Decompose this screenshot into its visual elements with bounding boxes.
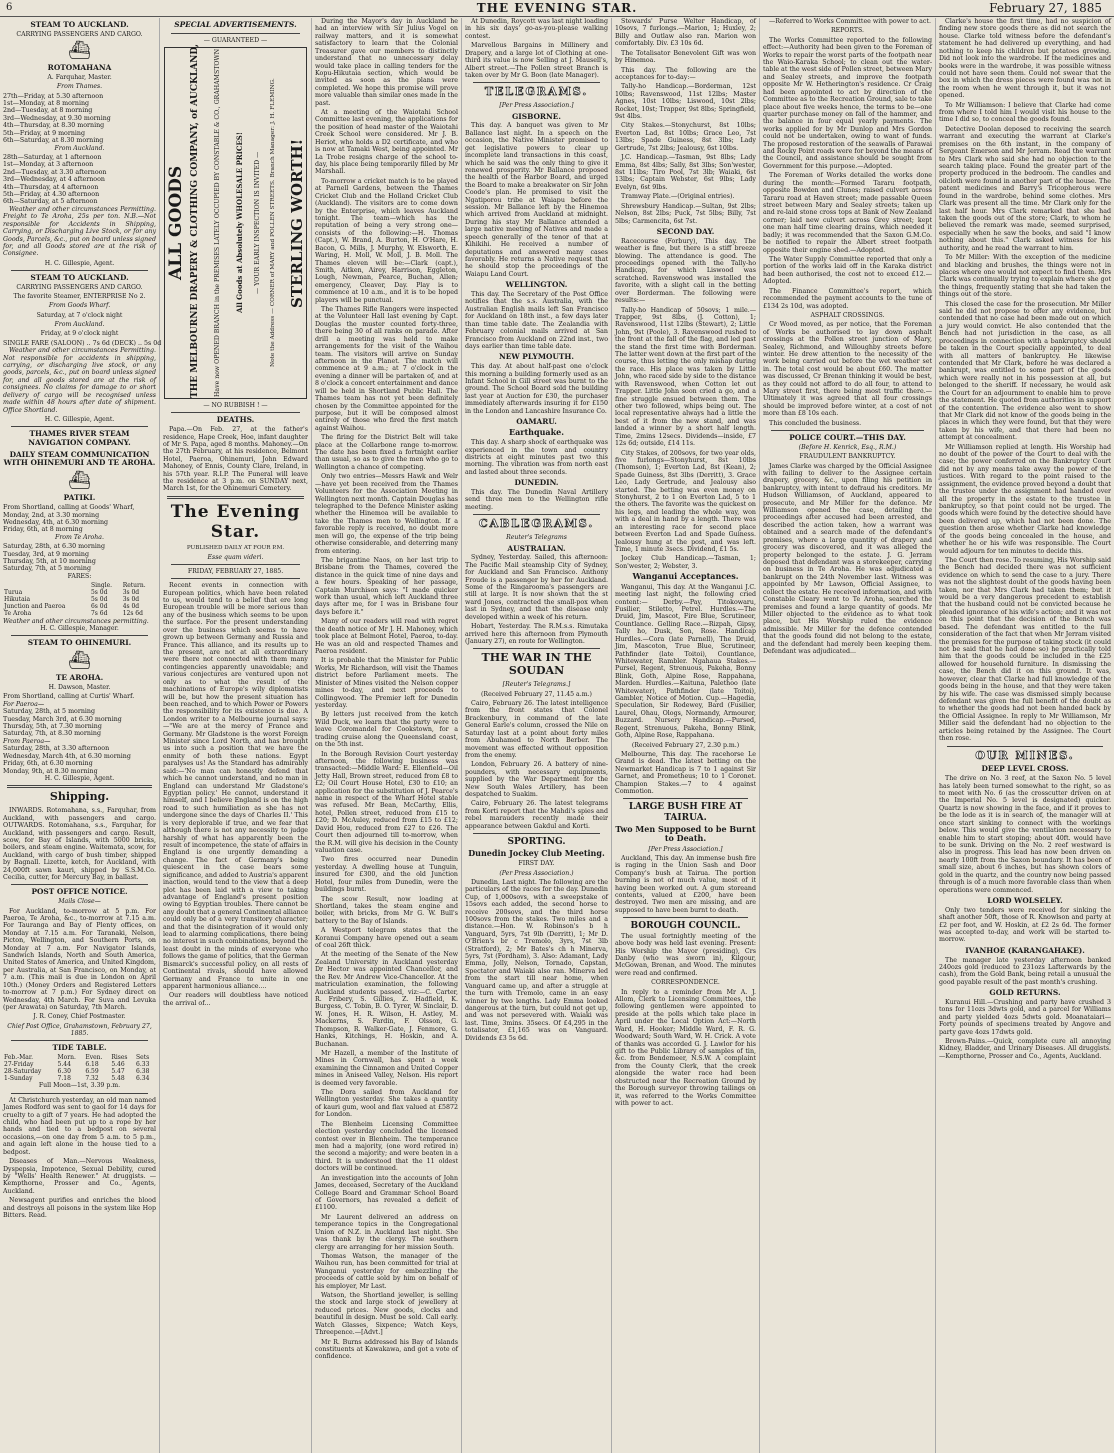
news-paragraph: Many of our readers will read with regret the death notice of Mr J. H. Mahoney, which took place at Belmont Hotel, Paeroa, to-day. He was an old and respected Thames and Paeroa resident.	[315, 618, 458, 656]
story-heading: Wanganui Acceptances.	[632, 571, 739, 582]
column-7	[936, 18, 1114, 1453]
column-5	[612, 18, 760, 1453]
divider	[623, 917, 748, 918]
table-cell: 4s 0d	[122, 603, 140, 611]
news-paragraph: To-morrow a cricket match is to be played at Parnell Gardens, between the Thames Cricket Club and the Holland Cricket Club (Auckland). The visitors are to come down by the Enterprise, which leaves Auckland tonight. The team—which has the reputation of being a very strong one—consists of the following:—H. Thomas (Capt.), W. Brand, A. Burton, H. O'Hare, H. Bacon, G. Mills, J. Murphy, W. Elsworth, E. Waring, H. Moll, W. Moll, J. B. Moll. The Thames eleven will be:—Clark (capt.), Smith, Aitken, Airey, Harrison, Eggleton, Lough, Newman, Pearce, Buchan, Allen; emergency, Cleaver, Day. Play is to commence at 10 a.m., and it is to be hoped players will be punctual.	[315, 177, 458, 304]
news-paragraph: Only two tenders were received for sinking the shaft another 50ft, those of R. Knowlson and party at £2 per foot, and W. Hoskin, at £2 2s 6d. The former was accepted to-day, and work will be started to-morrow.	[939, 906, 1111, 944]
ad-vertical-text: All Goods at Absolutely WHOLESALE PRICES!	[235, 132, 244, 314]
news-paragraph: The Thames Rifle Rangers were inspected at the Volunteer Hall last evening by Capt. Douglas the muster counted forty-three, there being 30 of all ranks on parade. After drill a meeting was held to make arrangements for the visit of the Waihou team. The visitors will arrive on Sunday afternoon in the Planet. The match will commence at 9 a.m.; at 7 o'clock in the evening a dinner will be partaken of, and at 8 o'clock a concert entertainment and dance will be held in Shortland Public Hall. The Thames team has not yet been definitely chosen by the Committee appointed for the purpose, but it will be composed almost entirely of those who fired the first match against Waihou.	[315, 306, 458, 432]
fares-table	[3, 582, 156, 617]
advert-text: Marvellous Bargains in Millinery and Drapery, and a large lot of Clothing at one-third its value is now Selling at J. Mausell's, Albert street.—The Pollen street Branch is taken over by Mr G. Boon (late Manager).	[465, 42, 608, 79]
table-cell: 3s 0d	[122, 589, 140, 597]
ad-signature: H. C. Gillespie, Manager.	[40, 624, 119, 632]
table-row	[3, 603, 156, 610]
news-paragraph: Sydney, Yesterday. Sailed, this afternoon: The Pacific Mail steamship City of Sydney, for Auckland and San Francisco. Anthony Froude is a passenger by her for Auckland. Some of the Ringarooma's passengers are still at large. It is now shown that the st ward Jones, contracted the small-pox when last in Sydney, and that the disease only developed within a week of his return.	[465, 554, 608, 621]
dateline-heading: GISBORNE.	[511, 111, 562, 121]
schedule-line: 3rd—Wednesday, at 4 afternoon	[3, 176, 105, 184]
news-paragraph: Wanganui, This day. At the Wanganui J.C. meeting last night, the following cried content:— Derby.—Pay, Titokowaru, Fusilier, Stiletto, Petrel. Hurdles.—The Druid, Jim, Mascot, Fire Blue, Scrutineer, Countlance. Gelling Race.—Rizpah, Gipsy, Tally ho, Dusk, Son, Rose. Handicap Hurdles.—Cora (late Parnell), The Druid, Jim, Mascoton, True Blue, Scrutineer, Pathfinder (late Toitoi), Countlance, Whitewater, Rambler. Ngahaua Stakes.—Pursel, Regent, Strenuous, Pakeha, Bonny Blink, Goth, Alpine Rose, Rappahana, Marden. Hurdles.—Kaituna, Palethoo (late Whitewater), Pathfinder (late Toitoi), Gambler, Notice of Motion. Cup.—Hagedia, Speculation, Sir Rodewey, Bard (Fusilier, Laurel, Ohau, Ologs, Normandy, Armourer, Buzzard. Nursery Handicap.—Pursed, Regent, Strenuous, Pakeha, Bonny Blink, Goth, Alpine Rose, Rappahana.	[615, 583, 756, 740]
news-paragraph: Tally-ho Handicap.—Borderman, 12st 10lbs; Ravenswood, 11st 12lbs; Master Agnes, 10st 10lbs; Liswood, 10st 2lbs; Rocket, 10st; Trapper, 9st 8lbs; Springfield, 9st 4lbs.	[615, 83, 756, 121]
ad-text: Weather and other circumstances permitting.	[3, 617, 149, 625]
schedule-line: Saturday, at 7 o'clock night	[36, 311, 123, 319]
advert-text: Brown-Pains.—Quick, complete cure all annoying Kidney, Bladder, and Urinary Diseases. All druggists.—Kempthorne, Prosser and Co., Agents, Auckland.	[939, 1038, 1111, 1060]
steamship-icon: ⛴	[68, 650, 91, 672]
schedule-line: 2nd—Tuesday, at 3.30 afternoon	[3, 168, 107, 176]
article-text: INWARDS. Rotomahana, s.s., Farquhar, from Auckland, with passengers and cargo. OUTWARDS. Rotomahana, s.s., Farquhar, for Auckland, with passengers and cargo. Result, scow, for Bay of Islands, with 5000 bricks, boilers, and steam engine. Waitemata, scow, for Auckland, with cargo of bush timber, shipped by Bagnall. Lizette, ketch, for Auckland, with 24,000ft sawn kauri, shipped by S.S.M.Co. Cecilia, cutter, for Mercury Bay, in ballast.	[3, 807, 156, 882]
schedule-line: Wednesday, March 4th, at 6.30 morning	[3, 752, 131, 760]
schedule-heading: For Paeroa—	[3, 700, 45, 708]
melbourne-drapery-advert	[164, 44, 307, 399]
column-1	[0, 18, 160, 1453]
section-heading: Shipping.	[49, 790, 110, 804]
table-header-cell: Return.	[122, 582, 146, 590]
divider	[171, 578, 300, 579]
schedule-line: Thursday, 5th, at 7.30 morning	[3, 723, 102, 730]
story-heading: IVANHOE (KARANGAHAKE).	[965, 945, 1085, 955]
news-paragraph: A Westport telegram states that the Koranui Company have opened out a seam of coal 26ft thick.	[315, 927, 458, 950]
section-heading: CABLEGRAMS.	[478, 517, 595, 531]
ad-heading: STEAM TO AUCKLAND.	[30, 273, 129, 283]
notice-place: Chief Post Office, Grahamstown, February 27, 1885.	[7, 1022, 152, 1038]
schedule-line: 1st—Monday, at 3 afternoon	[3, 161, 94, 169]
story-subheading: Two Men Supposed to be Burnt to Death.	[615, 823, 756, 844]
divider	[947, 746, 1103, 747]
notice-heading: POST OFFICE NOTICE.	[31, 887, 128, 897]
news-paragraph: Racecourse (Forbury), This day. The weather is fine, but there is a stiff breeze blowing. The attendance is good. The proceedings opened with the Tally-ho Handicap, for which Liswood was scratched. Ravenswood was installed the favorite, with a slight call in the betting over Borderman. The following were results:—	[615, 237, 756, 305]
divider	[771, 430, 924, 431]
section-credit: (Per Press Association.)	[499, 869, 574, 877]
ad-vertical-text: ALL GOODS	[166, 165, 186, 281]
news-paragraph: At a meeting of the Waiotahi School Committee last evening, the applications for the position of head master of the Waiotahi Creek School were considered. Mr J. B. Heriot, who holds a D2 certificate, and who is now at Tamaki West, being appointed. Mr La Trobe resigns charge of the school to-day, his place being temporarily filled by Mr Marshall.	[315, 109, 458, 176]
table-header-cell: Feb.-Mar.	[4, 1054, 33, 1062]
news-paragraph: Clarke's house the first time, had no suspicion of finding new store goods there as did not search the house. Clarke told witness before the defendant's statement he had delivered up everything, and had nothing to keep his children but potatoes growing. Did not look into the wardrobe. If the medicines and books were in the wardrobe, it was possible witness could not have seen them. Could not swear that the box in which the dress pieces were found was not in the room when he went through it, but it was not opened.	[939, 18, 1111, 100]
divider	[171, 33, 300, 34]
newspaper-nameplate: The Evening Star.	[170, 501, 301, 542]
news-paragraph: Thomas Watson, the manager of the Waihou run, has been committed for trial at Wanganui yesterday for embezzling the proceeds of cattle sold by him on behalf of his employer, Mr Last.	[315, 1252, 458, 1290]
schedule-line: Tuesday, 3rd, at 9 morning	[3, 550, 89, 558]
ad-tagline: — GUARANTEED —	[203, 36, 268, 44]
schedule-heading: From Te Aroha.	[55, 533, 104, 541]
section-heading: TELEGRAMS.	[484, 85, 589, 99]
schedule-line: 3rd—Wednesday, at 9.30 morning	[3, 114, 111, 122]
table-cell: 6.18	[85, 1061, 99, 1069]
fare-line: SINGLE FARE (SALOON) .. 7s 6d (DECK) .. 5s 0d	[3, 339, 162, 347]
news-paragraph: —Referred to Works Committee with power to act.	[769, 18, 931, 25]
table-cell: 5.44	[57, 1061, 71, 1069]
news-paragraph: At the meeting of the Senate of the New Zealand University in Auckland yesterday Dr Hector was appointed Chancellor, and the Rev. Mr Andrew Vice-Chancellor. At the matriculation examination, the following Auckland students passed, viz:—C. Carter, R. Fribery, S. Gillies, Z. Hadfield, K. Burgess, C. Tobin, B. O. Tyrer, W. Sinclair, D. W. Jones, H. R. Wilson, H. Astley, M. Mackerns, S. Fardin, F. Olsson, G. Thompson, R. Walker-Gate, J. Fenmore, G. Hanks, Kitchings, H. Hoskin, and A. Buchanan.	[315, 951, 458, 1048]
schedule-line: Friday, at 9 o'clock night	[40, 330, 119, 338]
news-paragraph: Mr R. Burns addressed his Bay of Islands constituents at Kawakawa, and got a vote of confidence.	[315, 1338, 458, 1361]
divider	[473, 514, 600, 515]
news-paragraph: The Court then rose. To resuming, His Worship said the Bench had decided there was not sufficient evidence on which to send the case to a jury. There was not the slightest doubt of the goods having been taken, nor that Mrs Clark had taken them; but it would be a very dangerous precedent to establish that the husband could not be convicted because he pleaded ignorance of his wife's action; and it was not on this point that the decision of the Bench was based. The defendant was entitled to the full consideration of the fact that when Mr Jerram visited the premises for the purpose of taking stock (it could not be said that he had done so) he practically told him that the goods could be included in the £25 allowed for household furniture. In dismissing the case, the Bench did it on this ground. It was, however, clear that Clarke had full knowledge of the goods being in the house, and that they were taken by his wife. The case was dismissed simply because defendant was given the full benefit of the doubt as to whether the goods had not been handed back by the Official Assignee. In reply to Mr Williamson, Mr Miller said the defendant had no objection to the articles being retained by the Assignee. The Court then rose.	[939, 556, 1111, 743]
story-heading: Earthquake.	[508, 426, 565, 437]
table-cell: 7s 6d	[90, 610, 108, 618]
tide-table	[3, 1054, 156, 1082]
news-paragraph: Hobart, Yesterday. The R.M.s.s. Rimutaka arrived here this afternoon from Plymouth (January 27), en route for Wellington.	[465, 623, 608, 645]
divider	[473, 833, 600, 834]
news-paragraph: This day. The Dunedin Naval Artillery send three men to the Wellington rifle meeting.	[465, 489, 608, 511]
table-cell: 7.32	[85, 1075, 99, 1083]
table-cell: Hikutaia	[4, 596, 31, 604]
ad-text: Weather and other circumstances Permitting. Freight to Te Aroha, 25s per ton. N.B.—Not responsible for Accidents in Shipping, Carrying, or Discharging Live Stock, or for any Goods, Parcels, &c., put on board unless signed for, and all Goods stored are at the risk of Consignee.	[3, 205, 156, 258]
schedule-line: Saturday, 28th, at 5 morning	[3, 708, 95, 716]
schedule-line: Saturday, 7th, at 8.30 morning	[3, 730, 102, 738]
news-paragraph: City Stakes, of 200sovs, for two year olds, five furlongs—Stonyhurst, 8st 10lbs (Thomson), 1; Everton Lad, 8st (Kean), 2; Spade Guiness, 8st 3lbs (Derritt), 3. Grace Leo, Lady Gertrude, and Jealousy also started. The betting was even money on Stonyhurst, 2 to 1 on Everton Lad, 5 to 1 the others. The favorite was the quickest on his legs, and leading the whole way, won with a deal in hand by a length. There was an interesting race for second place between Everton Lad and Spade Guiness. Jealousy hung at the post, and was left. Time, 1 minute 3secs. Dividend, £1 5s.	[615, 449, 756, 553]
ad-subheading: DAILY STEAM COMMUNICATION WITH OHINEMURI AND TE AROHA.	[3, 449, 156, 468]
news-paragraph: This closed the case for the prosecution. Mr Miller said he did not propose to offer any evidence, but contended that no case had been made out on which a jury would convict. He also contended that the Bench had not jurisdiction in the case, as all proceedings in connection with a bankruptcy should be taken in the Court specially appointed, to deal with all matters of bankruptcy. He likewise contended that Mr Clark, before he was declared a bankrupt, was entitled to some part of the goods which were really not in his possession at all, but belonged to the sheriff. If necessary, he would ask the Court for an adjournment to enable him to prove the statement. He quoted from authorities in support of the contention. The evidence also went to show that Mr Clark did not know of the goods being in the places in which they were found, but that they were taken by his wife, and that there had been no attempt at concealment.	[939, 300, 1111, 442]
schedule-heading: From Auckland.	[54, 144, 105, 152]
table-cell: 5.47	[111, 1068, 125, 1076]
table-cell: 6.38	[136, 1068, 150, 1076]
news-paragraph: Auckland, This day. An immense bush fire is raging in the Union Sash and Door Company's bush at Tairua. The portion burning is not of much value, most of it having been worked out. A gum storeand contents, valued at £200, have been destroyed. Two men are missing, and are supposed to have been burnt to death.	[615, 854, 756, 914]
table-cell: 6.30	[57, 1068, 71, 1076]
table-cell: 1-Sunday	[4, 1075, 33, 1083]
schedule-line: Tuesday, March 3rd, at 6.30 morning	[3, 715, 122, 723]
masthead	[0, 0, 1114, 17]
table-cell: 5.48	[111, 1075, 125, 1083]
issue-date: February 27, 1885	[989, 1, 1102, 15]
table-row	[3, 1068, 156, 1075]
divider	[473, 648, 600, 649]
story-heading: GOLD RETURNS.	[989, 988, 1061, 998]
news-paragraph: This day. The Secretary of the Post Office notifies that the s.s. Australia, with the Australian English mails left San Francisco for Auckland on 18th inst., a few days later than time table date. The Zealandia with February colonial mails arrived at San Francisco from Auckland on 22nd inst., two days earlier than time table date.	[465, 290, 608, 350]
editorial-text: Recent events in connection with European politics, which have been related to us, would tend to a belief that ere long European trouble will be more serious than any of the business which seems to be upon the surface. For the present understanding over the business which seems to have grown up between Germany and Russia and France. This alliance, and its results up to the present, are not at all extraordinary were there not connected with them many contingencies apparently unavoidable; and various conjectures are ventured upon not only as to what the result of the machinations of Europe's wily diplomatists will be, but how the present situation has been reached, and to which Power or Powers the responsibility for its existence is due. A London writer to a Melbourne journal says:—"We are at the mercy of France and Germany. Mr Gladstone is the worst Foreign Minister since Lord North, and has brought us into such a position that we have the enmity of both these nations. Egypt paralyses us! As the Standard has admirably said:—'No man can honestly defend that which he cannot understand, and no man in England can understand Mr Gladstone's Egyptian policy.' He cannot, understand it himself, and I believe England is on the high road to such humiliation as she has not undergone since the days of Charles II.' This is very deplorable if true, and we fear that although there is not any necessity to judge harshly of what has apparently been the result of incompetence, the state of affairs in England is one urgently demanding a change. The fact of Germany's being quiescent in the case bears some significance, and added to Austria's apparent inaction, would tend to the view that a deep plot has been laid with a view to taking advantage of England's present position owing to Egyptian troubles. There cannot be any doubt that a general Continental alliance could only be of a very transitory character; and that the disintegration of it would only lead to alarming complications, there being no interest in such combinations, beyond the least doubt in the minds of everyone who follows the game of politics, that the German Bismarck's successful policy, on all rests of Continental rivals, should have allowed Germany and France to unite in one apparent harmonious alliance....	[163, 582, 308, 990]
divider	[623, 798, 748, 799]
schedule-line: From Shortland, calling at Curtis' Wharf.	[3, 693, 135, 701]
table-title: TIDE TABLE.	[52, 1043, 107, 1053]
table-cell: Turua	[4, 589, 23, 597]
news-paragraph: J.C. Handicap.—Tasman, 9st 8lbs; Lady Emma, 8st 4lbs; Sally, 8st 3lbs; Son'wester, 8st 11lbs; Tiro Pool, 7st 3lb; Waiaki, 6st 13lbs; Captain Webster, 6st 9lbs; Lady Evelyn, 6st 9lbs.	[615, 154, 756, 191]
news-paragraph: Mr Laurent delivered an address on temperance topics in the Congregational Union of N.Z. in Auckland last night. She was thank by the clergy. The southern clergy are arranging for her mission South.	[315, 1213, 458, 1251]
section-heading: OUR MINES.	[975, 748, 1075, 762]
news-paragraph: Melbourne, This day. The racehorse Le Grand is dead. The latest betting on the Newmarket Handicap is 7 to 1 against Sir Garnet, and Prometheus; 10 to 1 Coronet. Champion Stakes.—7 to 4 against Commotion.	[615, 750, 756, 795]
table-cell: Te Aroha	[4, 610, 32, 618]
table-row	[3, 610, 156, 617]
news-paragraph: It is probable that the Minister for Public Works, Mr Richardson, will visit the Thames district before Parliament meets. The Minister of Mines visited the Nelson copper mines to-day, and next proceeds to Collingwood. The Premier left for Dunedin yesterday.	[315, 657, 458, 709]
ad-text: Weather and other circumstances Permitting. Not responsible for accidents in shipping, carrying, or discharging live stock, or any goods, parcels, &c., put on board unless signed for, and all goods stored are at the risk of consignees. No claims for damage to or short delivery of cargo will be recognised unless made within 48 hours after date of shipment. Office Shortland.	[3, 347, 156, 414]
ship-master: A. Farquhar, Master.	[47, 74, 112, 82]
dateline-heading: OAMARU.	[516, 417, 557, 427]
table-header-row	[3, 1054, 156, 1061]
dateline-heading: AUSTRALIAN.	[507, 543, 566, 553]
ad-subheading: CARRYING PASSENGERS AND CARGO.	[16, 283, 143, 291]
ad-signature: H. C. Gillespie, Agent.	[44, 415, 115, 423]
ad-heading: STEAM TO OHINEMURI.	[27, 638, 132, 648]
schedule-line: 6th—Saturday, at 8.30 morning	[3, 137, 104, 145]
schedule-line: Monday, 9th, at 8.30 morning	[3, 767, 98, 775]
schedule-line: 27th—Friday, at 5.30 afternoon	[3, 92, 104, 100]
news-paragraph: This day. A banquet was given to Mr Ballance last night. In a speech on the occasion, the Native Minister promised to get legislative powers to clear up incomplete land transactions in this coast, which he said was the only thing to give it renewed prosperity. Mr Ballance proposed the health of the Harbor Board, and urged the Board to make a breakwater on Sir John Coode's plan. He promised to visit the Ngatiporou tribe at Waiapu before the session. Mr Ballance left by the Hinemoa which arrived from Auckland at midnight. During his stay Mr Ballance attended a large native meeting of Natives and made a speech generally of the tenor of that at Kihikihi. He received a number of deputations and answered many cases favorably. He returns a Native request that he should stop the proceedings of the Waiapu Land Court.	[465, 122, 608, 278]
table-cell: Junction and Paeroa	[4, 603, 66, 611]
news-paragraph: Dunedin, Last night. The following are the particulars of the races for the day. Dunedin Cup, of 1,000sovs, with a sweepstake of 15sovs each added, the second horse to receive 200sovs, and the third horse 100sovs from the stakes. Two miles and a distance.—Hon. W. Robinson's b h Vanguard, 5yrs, 7st 9lb (Derritt), 1; Mr D. O'Brien's br c Tremolo, 3yrs, 7st 3lb (Stratford), 2; Mr Bates's ch h Minerva, 5yrs, 7st (Fordham), 3. Also: Adamant, Lady Emma, Jolly, Nelson, Tornado, Capstan, Spectator and Waiaki also ran. Minerva led from the start till near home, when Vanguard came up, and after a struggle at the turn with Tremolo, came in an easy winner by two lengths. Lady Emma looked dangerous at the turn, but could not get up, and was not persevered with. Waiaki was last. Time, 3mins. 35secs. Of £4,295 in the totalisator, £1,165 was on Vanguard. Dividends £3 5s 6d.	[465, 878, 608, 1042]
received-note: (Received February 27, 2.30 p.m.)	[631, 741, 740, 749]
table-cell: 27-Friday	[4, 1061, 34, 1069]
schedule-line: 1st—Monday, at 8 morning	[3, 100, 90, 108]
news-paragraph: Tramway Plate.—(Original entries).	[621, 193, 735, 201]
section-heading: POLICE COURT.—THIS DAY.	[789, 433, 906, 443]
news-paragraph: City Stakes.—Stonychurst, 8st 10lbs; Everton Lad, 8st 10lbs; Grace Leo, 7st 13lbs; Spade Guiness, 8st 3lbs; Lady Gertrude, 7st 2lbs; Jealousy, 6st 10lbs.	[615, 122, 756, 152]
news-paragraph: Jockey Club Handicap.—Tasman, 1; Son'wester, 2; Webster, 3.	[615, 555, 756, 570]
nameplate-subtitle: PUBLISHED DAILY AT FOUR P.M.	[186, 544, 285, 551]
news-paragraph: Mr Hazell, a member of the Institute of Mines in Cornwall, has spent a week examining the Cinnamon and United Copper mines in Aniseed Valley, Nelson. His report is deemed very favorable.	[315, 1049, 458, 1087]
story-subheading: CORRESPONDENCE.	[651, 979, 720, 987]
divider	[11, 270, 148, 271]
divider	[11, 1040, 148, 1041]
news-paragraph: The manager late yesterday afternoon banked 240ozs gold (reduced to 231ozs Lafterwards by the cash), from the Gold Bank, being retail a unusual the good payable result of the past month's crushing.	[939, 956, 1111, 986]
nameplate-motto: Esse quam videri.	[207, 553, 264, 561]
schedule-line: Monday, 2nd, at 3.30 morning	[3, 511, 100, 519]
news-paragraph: The drive on No. 3 reef, at the Saxon No. 5 level has lately been turned somewhat to the right, so as to meet with No. 6 (as the crosscutter driven on at the Imperial No. 5 level is designated) quicker. Quartz is now showing in the face, and if it proves to be the lode as it is in search of, the manager will at once start sinking to connect with the workings below. This would give the ventilation necessary to enable him to start stoping; about 40ft. would have to be sunk. Driving on the No. 2 reef westward is also in progress. This lead has now been driven on nearly 100ft from the Saxon boundary. It has been of small size, about 6 inches, but has shown colors of gold in the quartz, and the country now being passed through is of a much more favorable class than when operations were commenced.	[939, 775, 1111, 894]
news-paragraph: Detective Doolan deposed to receiving the search warrant and executing the warrant at Clarke's premises on the 6th instant, in the company of Sergeant Emerson and Mr Jerram. Read the warrant to Mrs Clark who said she had no objection to the search taking place. Found the greater part of the property produced in the bedroom. The candles and oilcloth were found in another part of the house. The patent medicines and Barry's Tricopherous were found in the wardrobe, behind some clothes. Mrs Clark was present all the time. Mr Clark only for the last half hour. Mrs Clark remarked that she had taken the goods out of the store; Clark, to whom he believed the remark was made, seemed surprised, especially when he saw the books, and said "I know nothing about this." Clark asked witness for his authority, and he read the warrant to him.	[939, 125, 1111, 252]
ad-subheading: CARRYING PASSENGERS AND CARGO.	[16, 30, 143, 38]
table-row	[3, 1061, 156, 1068]
section-heading: SPECIAL ADVERTISEMENTS.	[174, 20, 297, 29]
divider	[171, 412, 300, 413]
schedule-line: 2nd—Tuesday, at 8 morning	[3, 107, 93, 115]
dateline-heading: NEW PLYMOUTH.	[499, 352, 574, 362]
schedule-heading: From Thames.	[56, 83, 103, 91]
table-header-cell	[3, 582, 90, 589]
news-paragraph: The Water Supply Committee reported that only a portion of the works laid off in the Karaka district had been authorised, the cost not to exceed £12.—Adopted.	[763, 255, 932, 286]
tide-note: Full Moon—1st, 3.39 p.m.	[38, 1082, 121, 1090]
story-subheading: REPORTS.	[830, 27, 865, 35]
news-paragraph: Cairo, February 26. The latest telegrams from Korti report that the Mahdi's spies and rebel marauders recently made their appearance between Gakdul and Korti.	[465, 800, 608, 830]
schedule-line: 5th—Friday, at 4.30 afternoon	[3, 191, 100, 199]
news-paragraph: The Blenheim Licensing Committee election yesterday concluded the licensed contest over in Blenheim. The temperance men had a majority, (one word retired in) the second a majority; and were beaten in a third. It is understood that the 11 oldest doctors will be continued.	[315, 1120, 458, 1173]
news-paragraph: James Clarke was charged by the Official Assignee with failing to deliver to the Assignee certain drapery, grocery, &c., upon filing his petition in bankruptcy, with intent to defraud his creditors. Mr Hudson Williamson, of Auckland, appeared to prosecute, and Mr Miller for the defence. Mr Williamson opened the case, detailing the proceedings after accused had been arrested, and described the action taken, how a warrant was obtained and a search made of the defendant's premises, where a large quantity of drapery and grocery was discovered, and it was alleged the property belonged to the estate. J. G. Jerram deposed that defendant was a storekeeper, carrying on business in Te Aroha. He was adjudicated a bankrupt on the 24th November last. Witness was appointed by Mr Lawson, Official Assignee, to collect the estate. He received information, and with Constable Cleary went to Te Aroha, searched the premises and found a large quantity of goods. Mr Miller objected to the evidence as to what took place, but His Worship ruled the evidence admissible. Mr Miller for the defence contended that the goods found did not belong to the estate, and the defendant had merely been keeping them. Defendant was adjudicated...	[763, 462, 932, 656]
page-number: 6	[6, 2, 13, 13]
schedule-line: Saturday, 7th, at 5 morning	[3, 565, 91, 573]
table-cell: 6.33	[136, 1061, 150, 1069]
table-cell: 6s 0d	[90, 603, 108, 611]
schedule-line: Thursday, 5th, at 10 morning	[3, 558, 96, 566]
news-paragraph: London, February 26. A battery of nine-pounders, with necessary equipments, supplied by the War Department for the New South Wales Artillery, has been despatched to Suakim.	[465, 761, 608, 799]
section-credit: (Before H. Kenrick, Esq., R.M.)	[798, 443, 897, 451]
news-paragraph: The scow Result, now loading at Shortland, takes the steam engine and boiler, with bricks, from Mr G. W. Bull's battery to the Bay of Islands.	[315, 895, 458, 925]
column-6	[760, 18, 936, 1453]
table-cell: 5.46	[111, 1061, 125, 1069]
table-header-cell: Single.	[90, 582, 113, 590]
section-credit: [Per Press Association.]	[499, 102, 574, 110]
table-cell: 5s 0d	[90, 596, 108, 604]
news-paragraph: The firing for the District Belt will take place at the Collarbone range to-morrow. The date has been fixed a fortnight earlier than usual, so as to give the men who go to Wellington a chance of competing.	[315, 434, 458, 471]
table-cell: 6.59	[85, 1068, 99, 1076]
table-row	[3, 1075, 156, 1082]
story-subheading: ASPHALT CROSSINGS.	[810, 311, 885, 319]
divider	[11, 884, 148, 885]
schedule-line: 5th—Friday, at 9 morning	[3, 129, 86, 137]
notice-text: For Auckland, to-morrow at 5 p.m. For Paeroa, Te Aroha, &c., to-morrow at 7.15 a.m. For Tauranga and Bay of Plenty offices, on Monday at 7.15 a.m. For Taranaki, Nelson, Picton, Wellington, and Southern Ports, on Monday at 7 a.m. For Navigator Islands, Sandwich Islands, North and South America, United States of America, and United Kingdom, per Australia, at San Francisco, on Monday, at 7 a.m. (This mail is due in London on April 10th.) (Money Orders and Registered Letters to-morrow at 7 p.m.) For Sydney direct on Wednesday, 4th March. For Suva and Levuka (per Arawata) on Saturday, 7th March.	[3, 907, 156, 1011]
table-cell: 12s 6d	[122, 610, 143, 618]
section-heading: SPORTING.	[507, 837, 566, 848]
news-paragraph: To Mr Miller: With the exception of the medicine and blacking and brushes, the things were not in places where one would not expect to find them. Mrs Clark was continually trying to explain where she got the things, frequently stating that she had taken the things out of the store.	[939, 254, 1111, 299]
notice-subheading: Mails Close—	[58, 898, 101, 906]
steamship-icon: ⛴	[68, 470, 91, 492]
divider	[7, 785, 152, 788]
dateline-heading: WELLINGTON.	[505, 280, 568, 290]
ad-vertical-text: — YOUR EARLY INSPECTION IS INVITED —	[254, 151, 261, 295]
table-header-cell: Even.	[85, 1054, 103, 1062]
schedule-line: Saturday, 28th, at 6.30 morning	[3, 543, 106, 551]
ad-signature: H. C. Gillespie, Agent.	[44, 774, 115, 782]
editorial-text: Our readers will doubtless have noticed the arrival of...	[163, 992, 308, 1007]
divider	[167, 496, 304, 499]
news-paragraph: Cr Wood moved, as per notice, that the Foreman of Works be authorised to lay down asphalt crossings at the Pollen street junction of Mary, Sealey, Richmond, and Willoughby streets before winter. He drew attention to the necessity of the work being carried out before the wet weather set in. The total cost would be about £60. The matter was discussed, Cr Brenan thinking it would be best, as they could not afford to do all four, to attend to Mary street first, there being most traffic there.—Ultimately it was agreed that all four crossings should be improved before winter, at a cost of not more than £8 10s each.	[763, 321, 932, 418]
news-paragraph: Cairo, February 26. The latest intelligence from the front states that Colonel Brackenbury, in command of the late General Earle's column, crossed the Nile on Saturday last at a point about forty miles from Abuhamed to North Berber. The movement was effected without opposition from the enemy.	[465, 699, 608, 759]
story-subheading: FIRST DAY.	[518, 860, 555, 868]
table-header-cell: Sets	[136, 1054, 150, 1062]
news-paragraph: At Dunedin, Roycott was last night loading in his six days' go-as-you-please walking contest.	[465, 18, 608, 40]
news-paragraph: The Dora sailed from Auckland for Wellington yesterday. She takes a quantity of kauri gum, wool and flax valued at £5872 for London.	[315, 1089, 458, 1119]
section-credit: Reuter's Telegrams	[506, 534, 567, 542]
news-paragraph: The Totalisator Benevolent Gift was won by Hinemoa.	[615, 49, 756, 65]
news-paragraph: The Works Committee reported to the following effect:—Authority had been given to the Foreman of Works to repair the worst parts of the footpath near the Waio-Karaka School; to clean out the water-table at the west side of Pollen street, between Mary and Sealey streets, and improve the footpath opposite Mr W. Hetherington's residence. Cr Craig had been appointed to act by direction of the Committee as to the Recreation Ground, sale to take place about five weeks hence, the terms to be—one quarter purchase money on fall of the hammer, and the balance in four equal yearly payments. The works applied for by Mr Dunlop and Mrs Gordon could not be undertaken, owing to want of funds. The proposed restoration of the seawalls of Parawai and Rocky Point roads were for beyond the means of the Council, and assistance should be sought from Government for this purpose.—Adopted.	[763, 36, 932, 170]
advert-text: Newsagent purifies and enriches the blood and destroys all poisons in the system like Hop Bitters. Read.	[3, 1197, 156, 1220]
ship-name: PATIKI.	[63, 493, 96, 503]
divider	[171, 564, 300, 565]
schedule-line: 28th—Saturday, at 1 afternoon	[3, 153, 102, 161]
ad-heading: THAMES RIVER STEAM NAVIGATION COMPANY.	[28, 429, 131, 447]
ad-vertical-text: Note the Address — CORNER of MARY and POLLEN STREETS. Branch Manager: J. H. FLEMING.	[270, 78, 276, 368]
section-credit: [Reuter's Telegrams.]	[502, 681, 571, 689]
news-paragraph: In reply to a reminder from Mr A. J. Allom, Clerk to Licensing Committees, the following gentlemen were appointed to preside at the polls which take place in April under the Local Option Act:—North Ward, H. Hooker; Middle Ward, F. R. G. Woodward; South Ward, W. H. Crick. A vote of thanks was accorded G. J. Lawlor for his gift to the Public Library of samples of tin, &c. from Bendemeer, N.S.W. A complaint from the County Clerk, that the creek alongside the water race had been obstructed near the Recreation Ground by the Borough surveyor throwing tailings on it, was referred to the Works Committee with power to act.	[615, 988, 756, 1107]
news-paragraph: Two fires occurred near Dunedin yesterday. A dwelling house at Tunguin, insured for £300, and the old Junction Hotel, four miles from Dunedin, were the buildings burnt.	[315, 856, 458, 894]
story-heading: LARGE BUSH FIRE AT TAIRUA.	[628, 802, 743, 824]
news-paragraph: Kuranui Hill.—Crushing and party have crushed 3 tons for 11ozs 3dwts gold, and a parcel for Williams and party yielded 4ozs 5dwts gold. Moanataiari—Forty pounds of specimens treated by Angove and party gave 4ozs 17dwts gold.	[939, 998, 1111, 1036]
newspaper-title: THE EVENING STAR.	[476, 1, 638, 15]
article-text: At Christchurch yesterday, an old man named James Rodford was sent to gaol for 14 days for cruelty to a gift of 7 years. He had adopted the child, who had been put up to a rope by her hands and tied to a bedpost on several occasions,—on one day from 5 a.m. to 5 p.m., and again left alone in the house tied to a bedpost.	[3, 1096, 156, 1156]
story-subheading: FRAUDULENT BANKRUPTCY.	[799, 453, 896, 461]
ad-signature: H. C. Gillespie, Agent.	[44, 259, 115, 267]
news-paragraph: To Mr Williamson: I believe that Clarke had come from where I told him I would visit his house to the time I did so, to conceal the goods found.	[939, 101, 1111, 124]
table-cell: 5s 0d	[90, 589, 108, 597]
table-cell: 28-Saturday	[4, 1068, 42, 1076]
news-paragraph: Only two entries—Messrs Hawk and Welr—have yet been received from the Thames Volunteers for the Association Meeting in Wellington next month. Captain Douglas has telegraphed to the Defence Minister asking whether the Hinemoa will be available to take the Thames men to Wellington. If a favorable reply is received, no doubt more men will go, the expense of the trip being otherwise considerable, and deterring many from entering.	[315, 473, 458, 555]
story-heading: SECOND DAY.	[656, 226, 715, 236]
news-paragraph: An investigation into the accounts of John James, deceased, Secretary of the Auckland College Board and Grammar School Board of Governors, has revealed a deficit of £1100.	[315, 1174, 458, 1212]
schedule-line: Wednesday, 4th, at 6.30 morning	[3, 519, 109, 527]
table-header-row	[3, 582, 156, 589]
ship-master: H. Dawson, Master.	[48, 684, 111, 691]
ad-vertical-text: STERLING WORTH!	[288, 138, 306, 308]
section-heading: THE WAR IN THE SOUDAN	[481, 651, 592, 678]
table-cell: 7.18	[57, 1075, 71, 1083]
news-paragraph: Watson, the Shortland jeweller, is selling the stock and large stock of jewellery at reduced prices. New goods, clocks and beautiful in design. Must be sold. Call early. Watch Glasses, Sixpence; Watch Keys, Threepence.—[Advt.]	[315, 1292, 458, 1337]
news-paragraph: This concluded the business.	[769, 419, 862, 427]
story-heading: DEEP LEVEL CROSS.	[981, 764, 1069, 774]
news-paragraph: By letters just received from the ketch Wild Duck, we learn that the party were to leave Coromandel for Cookstown, for a trading cruise along the Queensland coast, on the 5th inst.	[315, 711, 458, 749]
news-paragraph: Shrewsbury Handicap.—Sultan, 9st 2lbs; Nelson, 8st 2lbs; Puck, 7st 5lbs; Billy, 7st 5lbs; Carmencita, 6st 7st.	[615, 202, 756, 225]
news-paragraph: The usual fortnightly meeting of the above body was held last evening. Present: His Worship the Mayor (presiding), Crs Danby (who was sworn in), Kilgour, McGowan, Brenan, and Wood. The minutes were read and confirmed.	[615, 932, 756, 977]
news-paragraph: During the Mayor's day in Auckland he had an interview with Sir Julius Vogel on railway matters, and it is somewhat satisfactory to learn that the Colonial Treasurer gave our members to distinctly understand that no unnecessary delay would take place in calling tenders for the Kopu-Hikutaia section, which would be invited as soon as the plans were completed. We hope this promise will prove more valuable than similar ones made in the past.	[315, 18, 458, 107]
news-paragraph: Tally-ho Handicap of 50sovs; 1 mile.—Trapper, 9st 8lbs, (J. Cotton), 1; Ravenswood, 11st 12lbs (Stewart), 2; Little John, 9st (Poole), 3. Ravenswood rushed to the front at the fall of the flag, and led past the stand the first time with Borderman. The latter went down at the first part of the course, thus letting the only mishap during the race. His place was taken by Little John, who raced side by side to the distance with Ravenswood, when Cotton let out Trapper. Little John soon cried a go, and a fine struggle ensued between them. The other two followed, whips being out. The local representative always had a little the best of it from the new stand, and was landed a winner by a short half length. Time, 2mins 12secs. Dividends—inside, £7 12s 6d; outside, £14 11s.	[615, 306, 756, 448]
schedule-line: From Goods Wharf.	[48, 302, 111, 310]
news-paragraph: This day. At about half-past one o'clock this morning a building formerly used as an Infant School in Gill street was burnt to the ground. The School Board sold the building last year at Auction for £30, the purchaser immediately afterwards insuring it for £150 in the London and Lancashire Insurance Co.	[465, 363, 608, 415]
notice-heading: DEATHS.	[216, 415, 255, 425]
section-heading: BOROUGH COUNCIL.	[630, 921, 741, 932]
ship-name: TE AROHA.	[55, 673, 104, 683]
table-header-cell: Rises	[111, 1054, 128, 1062]
news-paragraph: The Finance Committee's report, which recommended the payment accounts to the tune of £134 2s 10d, was adopted.	[763, 287, 932, 310]
schedule-heading: From Paeroa—	[3, 737, 51, 745]
received-note: (Received February 27, 11.45 a.m.)	[481, 690, 592, 698]
table-row	[3, 589, 156, 596]
news-paragraph: The brigantine Naos, on her last trip to Brisbane from the Thames, covered the distance in the quick time of nine days and a few hours. Speaking of her passage, Captain Murchison says: "I made quicker work than usual, which left Auckland three days after me, for I was in Brisbane four days before it."	[315, 556, 458, 616]
schedule-line: Friday, 6th, at 6.30 morning	[3, 760, 93, 768]
news-paragraph: Stewards' Purse Welter Handicap, of 10sovs, 7 furlongs.—Marion, 1; Huxley, 2; Billy and Outlaw also ran. Marion won comfortably. Div. £3 10s 6d.	[615, 18, 756, 48]
notice-text: Papa.—On Feb. 27, at the father's residence, Hape Creek, Hoe, infant daughter of Mr S. Papa, aged 8 months. Mahoney.—On the 27th February, at his residence, Belmont Hotel, Paeroa, Ohinemuri, John Edward Mahoney, of Ennis, County Clare, Ireland, in his 57th year. R.I.P. The Funeral will leave the residence at 3 p.m. on SUNDAY next, March 1st, for the Ohinemuri Cemetery.	[163, 426, 308, 493]
news-paragraph: This day. A sharp shock of earthquake was experienced in the town and country districts at eight minutes past two this morning. The vibration was from north east and lasted about three seconds.	[465, 439, 608, 476]
ad-heading: STEAM TO AUCKLAND.	[30, 20, 129, 29]
story-heading: Dunedin Jockey Club Meeting.	[468, 847, 605, 858]
schedule-line: 6th—Saturday, at 5 afternoon	[3, 198, 98, 206]
ship-name: ROTOMAHANA	[47, 63, 112, 73]
schedule-line: 4th—Thursday, at 4 afternoon	[3, 183, 99, 191]
column-2	[160, 18, 312, 1453]
section-credit: [Per Press Association.]	[648, 845, 723, 853]
news-paragraph: This day. The following are the acceptances for to-day:—	[615, 66, 756, 81]
schedule-line: From Auckland.	[54, 321, 105, 329]
news-paragraph: Mr Williamson replied at length. His Worship had no doubt of the power of the Court to deal with the case; the power conferred on the Bankruptcy Court did not by any means take away the power of the justices. With regard to the point raised to the assignment, the evidence proved beyond a doubt that the trustee under the assignment had handed over all the property in the estate to the trustee in bankruptcy, so that point could not be urged. The goods which were found by the detective should have been delivered up, which had not been done. The question then arose whether Clarke had knowledge of the goods being concealed in the house, and whether he or his wife was responsible. The Court would adjourn for ten minutes to decide this.	[939, 443, 1111, 555]
divider	[11, 426, 148, 427]
column-3	[312, 18, 462, 1453]
ad-tagline: — NO RUBBISH ! —	[203, 402, 268, 410]
table-row	[3, 596, 156, 603]
ship-name: The favorite Steamer, ENTERPRISE No 2.	[13, 293, 146, 301]
news-paragraph: The Foreman of Works detailed the works done during the month:—Formed Tararu footpath, opposite Bowden and Clunes; raised culvert across Tararu road at Haven street; made passable Queen street between Mary and Sealey streets; taken up and re-laid stone cross tops at Bank of New Zealand corner; laid new culvert across Grey street; kept one man half time clearing drains, which needed it badly; it was recommended that the Saxon G.M.Co. be notified to repair the Albert street footpath opposite their engine shed.—Adopted.	[763, 172, 932, 254]
ad-vertical-text: Have now OPENED BRANCH in the PREMISES LATELY OCCUPIED BY CONSTABLE & CO., GRAHAMSTOWN	[214, 48, 221, 398]
table-header-cell: Morn.	[57, 1054, 76, 1062]
schedule-line: Friday, 6th, at 8 morning	[3, 526, 83, 534]
divider	[473, 82, 600, 83]
column-4	[462, 18, 612, 1453]
divider	[11, 635, 148, 636]
schedule-line: Saturday, 28th, at 3.30 afternoon	[3, 745, 110, 753]
table-cell: 6.34	[136, 1075, 150, 1083]
notice-signature: J. R. Coney, Chief Postmaster.	[33, 1013, 126, 1021]
story-heading: LORD WOLSELEY.	[987, 895, 1063, 905]
advert-text: Diseases of Man.—Nervous Weakness, Dyspepsia, Impotence, Sexual Debility, cured by "Wells' Health Renewer." At druggists. —Kempthorne, Prosser and Co., Agents, Auckland.	[3, 1158, 156, 1195]
schedule-line: From Shortland, calling at Goods' Wharf,	[3, 504, 135, 512]
dateline-heading: DUNEDIN.	[514, 478, 559, 488]
news-paragraph: In the Borough Revision Court yesterday afternoon, the following business was transacted:—Middle Ward: E. Ellenfield—Oil Jetty Hall, Brown street, reduced from £8 to £2; Oil Court House Hotel, £30 to £10; an application for the substitution of J. Pearce's name in respect of the Wharf Hotel stable was refused. Mr Bean, McCarthy, Ellis, hotel, Pollen street, reduced from £15 to £20; D. McAuley, reduced from £15 to £12; David Hou, reduced from £27 to £26. The Court then adjourned till to-morrow, when the R.M. will give his decision in the County valuation case.	[315, 750, 458, 854]
editorial-date: FRIDAY, FEBRUARY 27, 1885.	[187, 567, 284, 575]
steamship-icon: ⛴	[68, 40, 91, 62]
fares-heading: FARES:	[67, 572, 92, 580]
divider	[11, 1093, 148, 1094]
schedule-line: 4th—Thursday, at 8.30 morning	[3, 122, 105, 130]
table-cell: 3s 0d	[122, 596, 140, 604]
ad-vertical-text: THE MELBOURNE DRAPERY & CLOTHING COMPANY, of AUCKLAND,	[190, 44, 200, 399]
